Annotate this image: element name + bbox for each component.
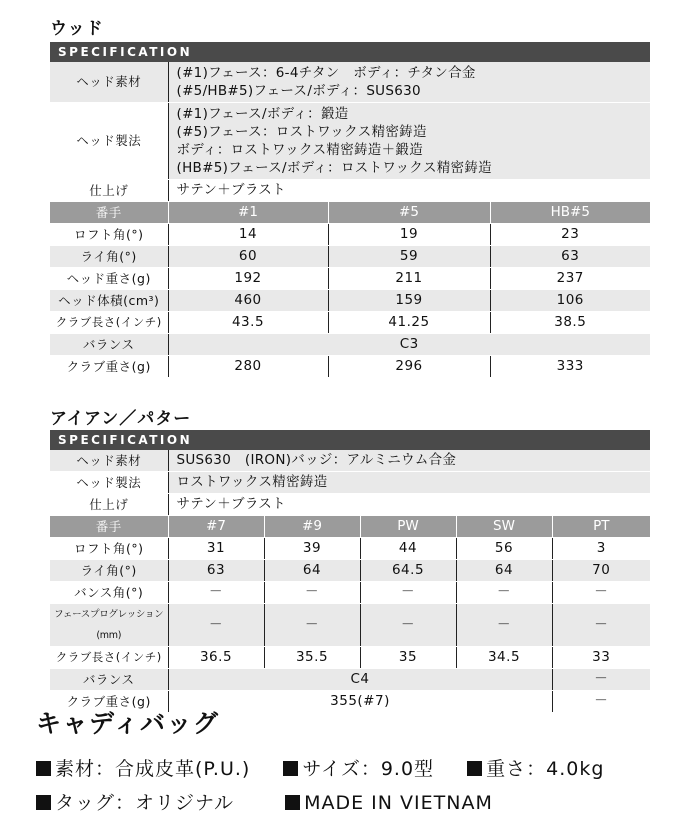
row-label: ロフト角(°) [50,224,168,246]
cell: － [264,582,360,604]
iron-finish-row [50,494,650,516]
header-label: 番手 [50,202,168,224]
row-value: サテン＋ブラスト [168,180,650,202]
row-label: フェースプログレッション(mm) [50,604,168,647]
header-col: #7 [168,516,264,538]
row-label: ヘッド体積(cm³) [50,290,168,312]
text-line: (#5/HB#5)フェース/ボディ：SUS630 [176,83,421,99]
wood-spec-table [50,62,650,378]
cell: － [168,604,264,647]
cell: 64 [264,560,360,582]
wood-club-weight-row [50,356,650,378]
cell: 3 [552,538,650,560]
wood-head-method-row [50,103,650,180]
header-col: #9 [264,516,360,538]
wood-finish-row [50,180,650,202]
cell: － [360,582,456,604]
cell: － [264,604,360,647]
square-bullet-icon [285,795,300,810]
cell: 60 [168,246,328,268]
row-label: クラブ重さ(g) [50,691,168,713]
cell: － [456,604,552,647]
wood-club-length-row [50,312,650,334]
cell: 31 [168,538,264,560]
text-line: (HB#5)フェース/ボディ：ロストワックス精密鋳造 [176,160,492,176]
row-value [168,62,650,103]
cell: 56 [456,538,552,560]
caddy-bag-line-2 [36,788,519,815]
row-value: ロストワックス精密鋳造 [168,472,650,494]
cell: 14 [168,224,328,246]
bag-spec-item [36,788,234,815]
wood-balance-row [50,334,650,356]
header-col: #1 [168,202,328,224]
cell: 211 [328,268,490,290]
cell: － [552,691,650,713]
cell: 64 [456,560,552,582]
cell: 63 [168,560,264,582]
cell: 44 [360,538,456,560]
cell: 23 [490,224,650,246]
row-value: サテン＋ブラスト [168,494,650,516]
text-line: (#1)フェース/ボディ：鍛造 [176,106,349,122]
iron-section-title: アイアン／パター [50,409,192,429]
iron-face-progression-row [50,604,650,647]
bag-spec-item [36,754,250,781]
row-label: 仕上げ [50,180,168,202]
header-col: #5 [328,202,490,224]
row-label: ヘッド製法 [50,103,168,180]
cell: 33 [552,647,650,669]
row-value [168,103,650,180]
cell: 333 [490,356,650,378]
wood-head-weight-row [50,268,650,290]
row-label: クラブ長さ(インチ) [50,647,168,669]
bag-spec-text: サイズ：9.0型 [302,758,435,780]
row-label: クラブ長さ(インチ) [50,312,168,334]
cell: C4 [168,669,552,691]
wood-loft-row [50,224,650,246]
cell: 237 [490,268,650,290]
bag-spec-text: 重さ：4.0kg [486,758,605,780]
cell: － [552,669,650,691]
caddy-bag-line-1 [36,754,604,781]
square-bullet-icon [36,795,51,810]
wood-head-volume-row [50,290,650,312]
row-label: ヘッド重さ(g) [50,268,168,290]
iron-head-method-row [50,472,650,494]
cell: 41.25 [328,312,490,334]
iron-loft-row [50,538,650,560]
row-label: バランス [50,334,168,356]
row-label: ヘッド製法 [50,472,168,494]
row-label: ヘッド素材 [50,450,168,472]
cell: － [552,582,650,604]
header-label: 番手 [50,516,168,538]
iron-spec-table [50,450,650,713]
header-col: PW [360,516,456,538]
cell: － [456,582,552,604]
iron-lie-row [50,560,650,582]
bag-spec-item [467,754,604,781]
iron-header-row [50,516,650,538]
row-label: バランス [50,669,168,691]
cell: 106 [490,290,650,312]
cell: 36.5 [168,647,264,669]
row-label: ヘッド素材 [50,62,168,103]
wood-lie-row [50,246,650,268]
wood-header-row [50,202,650,224]
wood-spec-bar: SPECIFICATION [50,42,650,62]
iron-spec-bar: SPECIFICATION [50,430,650,450]
wood-section-title: ウッド [50,19,104,39]
cell: 35.5 [264,647,360,669]
row-label: バンス角(°) [50,582,168,604]
iron-bounce-row [50,582,650,604]
text-line: (#1)フェース：6-4チタン ボディ：チタン合金 [176,65,476,81]
square-bullet-icon [36,761,51,776]
cell: 296 [328,356,490,378]
cell: 39 [264,538,360,560]
cell: 63 [490,246,650,268]
bag-spec-text: 素材：合成皮革(P.U.) [55,758,251,780]
square-bullet-icon [467,761,482,776]
cell: 59 [328,246,490,268]
cell: － [552,604,650,647]
cell: 70 [552,560,650,582]
text-line: ボディ：ロストワックス精密鋳造＋鍛造 [176,142,424,158]
row-label: ロフト角(°) [50,538,168,560]
header-col: PT [552,516,650,538]
bag-spec-text: MADE IN VIETNAM [304,792,493,814]
iron-balance-row [50,669,650,691]
row-label: 仕上げ [50,494,168,516]
cell: 280 [168,356,328,378]
cell: 34.5 [456,647,552,669]
row-label: ライ角(°) [50,246,168,268]
header-col: HB#5 [490,202,650,224]
cell: 64.5 [360,560,456,582]
cell: 35 [360,647,456,669]
row-value: SUS630 (IRON)バッジ：アルミニウム合金 [168,450,650,472]
cell: － [168,582,264,604]
cell: 43.5 [168,312,328,334]
bag-spec-item [285,792,493,814]
iron-head-material-row [50,450,650,472]
row-label: クラブ重さ(g) [50,356,168,378]
header-col: SW [456,516,552,538]
bag-spec-text: タッグ：オリジナル [55,792,235,814]
cell: 460 [168,290,328,312]
caddy-bag-title: キャディバッグ [36,709,220,738]
row-label: ライ角(°) [50,560,168,582]
cell: 355(#7) [168,691,552,713]
text-line: (#5)フェース：ロストワックス精密鋳造 [176,124,427,140]
cell: 159 [328,290,490,312]
bag-spec-item [283,754,434,781]
square-bullet-icon [283,761,298,776]
cell: C3 [168,334,650,356]
iron-club-length-row [50,647,650,669]
cell: 38.5 [490,312,650,334]
cell: － [360,604,456,647]
cell: 19 [328,224,490,246]
wood-head-material-row [50,62,650,103]
cell: 192 [168,268,328,290]
